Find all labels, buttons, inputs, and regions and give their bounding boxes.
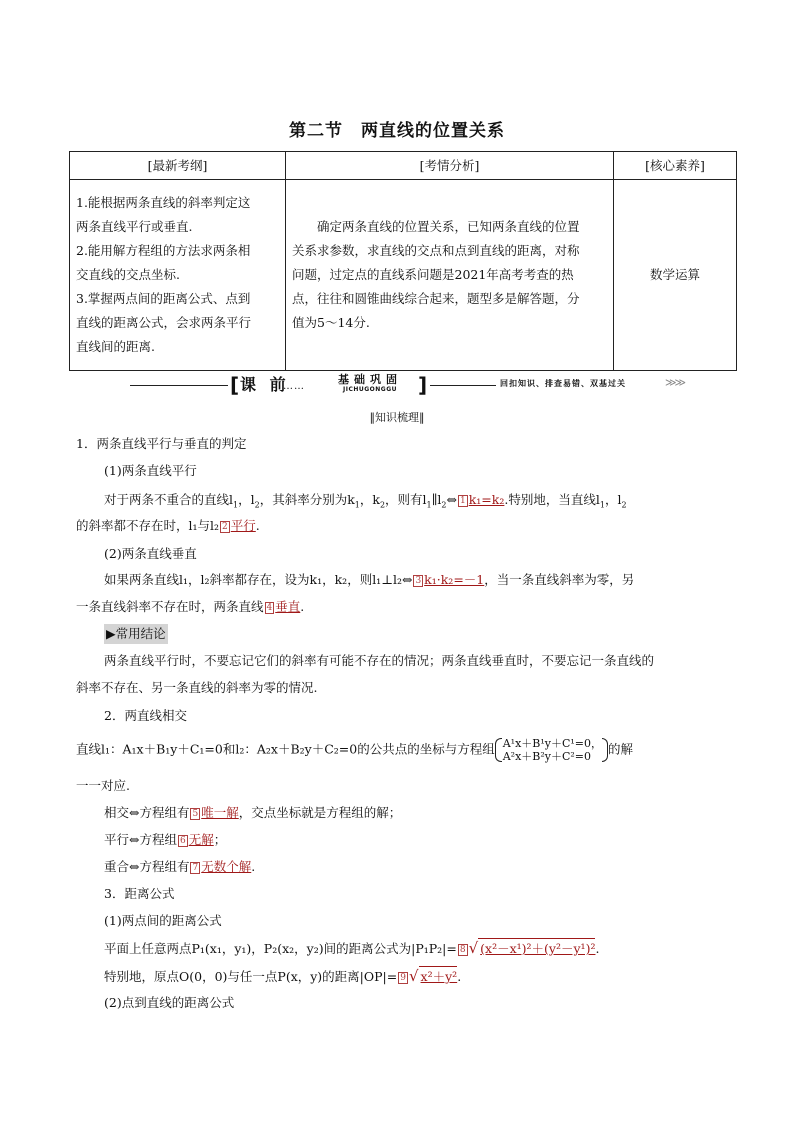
equation-system: A¹x＋B¹y＋C¹=0， A²x＋B²y＋C²=0 <box>495 737 608 763</box>
banner-bracket-left: [ <box>230 373 240 397</box>
parallel-line-1: 对于两条不重合的直线$l_1$，$l_2$，其斜率分别为$k_1$，$k_2$，则有$l_1\parallel l_2\Leftrightarrow$ 1 k₁=k₂.特别地，当直线$l_1$，$l_2$ <box>104 492 627 510</box>
literacy-cell: 数学运算 <box>614 180 737 371</box>
answer-number: 5 <box>192 809 199 819</box>
banner-kq: 课 前 <box>240 375 290 394</box>
syllabus-line: 直线的距离公式，会求两条平行 <box>76 315 252 330</box>
coincide-case: 重合⇔方程组有 7 无数个解. <box>104 859 256 874</box>
answer-5: 唯一解 <box>201 805 239 820</box>
perp-line-2: 一条直线斜率不存在时，两条直线 4 垂直. <box>76 599 305 614</box>
objectives-table <box>69 151 737 371</box>
banner-arrows-icon: ≫≫ <box>665 376 685 389</box>
banner-dots: …… <box>283 381 305 392</box>
analysis-line: 点，往往和圆锥曲线综合起来，题型多是解答题，分 <box>292 291 580 306</box>
answer-1: k₁=k₂ <box>468 492 505 507</box>
answer-6: 无解 <box>188 832 214 847</box>
syllabus-line: 交直线的交点坐标. <box>76 267 180 282</box>
header-syllabus: [最新考纲] <box>70 152 286 180</box>
banner-bracket-right: ] <box>418 373 428 397</box>
banner-rule-right <box>430 385 496 386</box>
banner-rule-left <box>130 385 228 386</box>
parallel-line-2: 的斜率都不存在时，l₁与l₂ 2 平行. <box>76 518 260 533</box>
analysis-line: 关系求参数，求直线的交点和点到直线的距离，对称 <box>292 243 580 258</box>
banner-jichu <box>322 374 418 394</box>
tip-line-1: 两条直线平行时，不要忘记它们的斜率有可能不存在的情况；两条直线垂直时，不要忘记一条直线的 <box>104 653 655 668</box>
syllabus-line: 2.能用解方程组的方法求两条相 <box>76 243 251 258</box>
sqrt-icon: √ <box>468 939 479 957</box>
answer-9: x²＋y² <box>419 966 458 987</box>
banner-tagline: 回扣知识、排查易错、双基过关 <box>500 379 626 388</box>
tip-line-2: 斜率不存在、另一条直线的斜率为零的情况. <box>76 680 318 695</box>
distance-origin: 特别地，原点O(0，0)与任一点P(x，y)的距离|OP|= 9 √ x²＋y². <box>104 967 462 985</box>
tip-label: ▶常用结论 <box>104 624 168 644</box>
intersect-line-2: 一一对应. <box>76 778 130 793</box>
section-2-heading: 2．两直线相交 <box>104 708 187 723</box>
syllabus-line: 1.能根据两条直线的斜率判定这 <box>76 195 251 210</box>
section-1-1: (1)两条直线平行 <box>104 463 197 478</box>
subheading: ‖知识梳理‖ <box>369 411 425 424</box>
section-3-2: (2)点到直线的距离公式 <box>104 995 235 1010</box>
section-1-2: (2)两条直线垂直 <box>104 546 197 561</box>
page-title: 第二节 两直线的位置关系 <box>289 121 505 141</box>
syllabus-line: 直线间的距离. <box>76 339 155 354</box>
answer-7: 无数个解 <box>201 859 252 874</box>
syllabus-line: 两条直线平行或垂直. <box>76 219 193 234</box>
answer-number: 3 <box>415 576 422 586</box>
analysis-line: 问题，过定点的直线系问题是2021年高考考查的热 <box>292 267 574 282</box>
analysis-line: 确定两条直线的位置关系，已知两条直线的位置 <box>317 219 580 234</box>
intersect-line-1: 直线l₁：A₁x＋B₁y＋C₁=0和l₂：A₂x＋B₂y＋C₂=0的公共点的坐标与方程组 A¹x＋B¹y＋C¹=0， A²x＋B²y＋C²=0 的解 <box>76 737 634 763</box>
section-3-1: (1)两点间的距离公式 <box>104 913 222 928</box>
answer-8: (x²－x¹)²＋(y²－y¹)² <box>478 938 595 959</box>
header-literacy: [核心素养] <box>614 152 737 180</box>
answer-2: 平行 <box>230 518 256 533</box>
answer-number: 9 <box>400 973 406 983</box>
section-1-heading: 1．两条直线平行与垂直的判定 <box>76 436 247 451</box>
analysis-line: 值为5～14分. <box>292 315 370 330</box>
answer-number: 1 <box>459 496 466 506</box>
answer-3: k₁·k₂=－1 <box>424 572 485 587</box>
section-banner <box>130 374 690 396</box>
banner-jichu-cn: 基础巩固 <box>338 373 402 386</box>
answer-number: 6 <box>179 836 186 846</box>
section-3-heading: 3．距离公式 <box>104 886 175 901</box>
distance-two-points: 平面上任意两点P₁(x₁，y₁)，P₂(x₂，y₂)间的距离公式为|P₁P₂|= 8 √ (x²－x¹)²＋(y²－y¹)². <box>104 939 600 957</box>
answer-number: 7 <box>192 863 199 873</box>
syllabus-line: 3.掌握两点间的距离公式、点到 <box>76 291 251 306</box>
parallel-case: 平行⇔方程组 6 无解； <box>104 832 227 847</box>
intersect-case: 相交⇔方程组有 5 唯一解，交点坐标就是方程组的解； <box>104 805 402 820</box>
sqrt-icon: √ <box>408 967 419 985</box>
perp-line-1: 如果两条直线l₁，l₂斜率都存在，设为k₁，k₂，则l₁⊥l₂⇔ 3 k₁·k₂=－1，当一条直线斜率为零，另 <box>104 572 635 587</box>
syllabus-cell <box>70 180 286 371</box>
banner-jichu-pinyin: JICHUGONGGU <box>342 386 398 393</box>
answer-number: 4 <box>266 603 273 613</box>
answer-number: 2 <box>222 522 228 532</box>
answer-number: 8 <box>459 945 466 955</box>
answer-4: 垂直 <box>275 599 301 614</box>
analysis-cell <box>286 180 614 371</box>
header-analysis: [考情分析] <box>286 152 614 180</box>
